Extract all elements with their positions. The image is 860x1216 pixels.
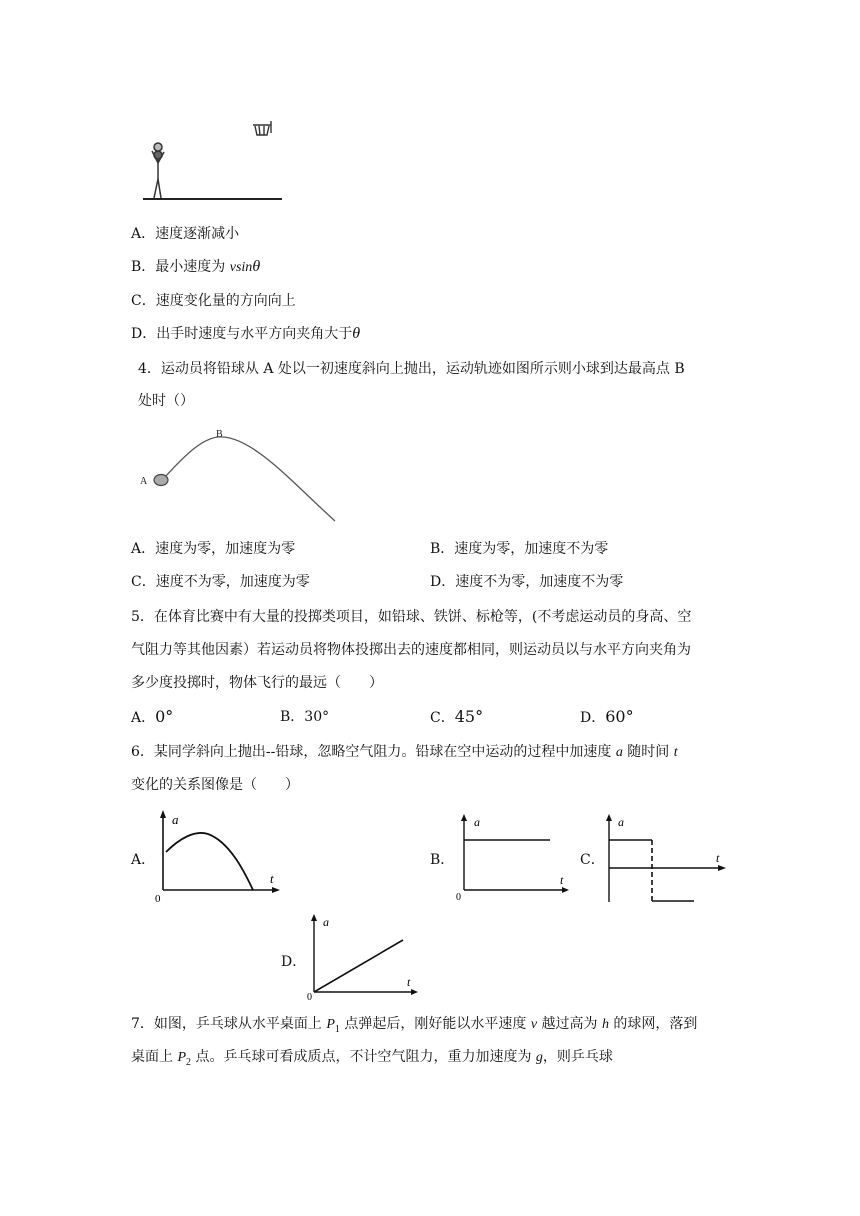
q6-graph-a [150,808,290,908]
q6-option-c-label: C． [580,852,605,868]
q4-option-c [131,573,310,591]
stem-text: 的球网，落到 [608,1016,698,1032]
option-text: 速度不为零，加速度不为零 [455,574,624,590]
stem-text: ，则乒乓球 [542,1049,613,1065]
option-text: 45° [454,707,484,726]
stem-text: 6．某同学斜向上抛出--铅球，忽略空气阻力。铅球在空中运动的过程中加速度 [131,744,616,760]
option-letter: C． [430,710,455,726]
option-text: 速度为零，加速度为零 [155,541,296,557]
stem-text: 随时间 [622,744,674,760]
stem-text: 7．如图，乒乓球从水平桌面上 [131,1016,327,1032]
axis-label-t: t [560,873,564,887]
q6-option-a-label: A． [131,852,156,868]
option-letter: D． [580,710,606,726]
var-p1-sub: 1 [334,1023,340,1035]
trajectory-curve [165,437,335,521]
axis-label-a: a [323,915,329,929]
stem-text: 越过高为 [537,1016,602,1032]
option-letter: D． [430,574,456,590]
var-a: a [615,745,623,760]
option-text: 最小速度为 [155,259,230,275]
q3-option-c [131,292,296,310]
stem-text: 桌面上 [131,1049,178,1065]
q5-option-d [580,708,634,727]
ball-a [154,475,168,486]
option-letter: B． [280,709,305,725]
axis-label-t: t [270,871,274,886]
q6-graph-b [452,812,577,907]
axis-label-a: a [618,815,624,829]
axis-label-a: a [474,815,480,829]
var-p1: P [326,1017,335,1032]
q4-option-a [131,540,295,558]
q5-option-c [430,708,483,727]
q3-option-b [131,258,260,277]
q6-option-d-label: D． [281,954,307,970]
q4-stem-line1: 4．运动员将铅球从 A 处以一初速度斜向上抛出，运动轨迹如图所示则小球到达最高点 B [138,361,685,377]
q5-option-b [280,708,329,726]
axis-label-a: a [172,812,179,827]
q5-stem-line3: 多少度投掷时，物体飞行的最远（ ） [131,675,383,691]
option-letter: A． [131,541,156,557]
origin-label: 0 [155,893,161,905]
theta-symbol: θ [252,258,261,275]
option-text: 出手时速度与水平方向夹角大于 [156,326,353,342]
shot-put-trajectory-figure [135,425,345,525]
option-letter: C． [131,293,156,309]
option-text: 0° [155,707,174,726]
option-letter: A． [131,226,156,242]
option-text: 60° [605,707,634,726]
option-text: 30° [304,709,330,725]
q5-option-a [131,708,173,727]
basketball-hoop [253,121,271,135]
athlete-figure [152,143,164,198]
q5-stem-line1: 5．在体育比赛中有大量的投掷类项目，如铅球、铁饼、标枪等，(不考虑运动员的身高、空 [131,609,692,625]
option-letter: D． [131,326,157,342]
q6-option-b-label: B． [430,852,455,868]
option-text: 速度为零，加速度不为零 [454,541,609,557]
axis-label-t: t [716,851,720,865]
stem-text: 点弹起后，刚好能以水平速度 [339,1016,531,1032]
q3-option-a [131,225,239,243]
q6-stem-line2: 变化的关系图像是（ ） [131,777,299,793]
option-text: 速度逐渐减小 [155,226,240,242]
option-text: 速度变化量的方向向上 [155,293,296,309]
var-h: h [601,1017,609,1032]
var-g: g [535,1050,543,1065]
option-letter: B． [430,541,455,557]
q3-option-d [131,325,360,343]
origin-label: 0 [456,892,461,903]
var-v: v [530,1017,538,1032]
basketball-throw-figure [140,115,290,205]
option-letter: B． [131,259,156,275]
var-t: t [673,745,678,760]
origin-label: 0 [307,992,312,1002]
q6-graph-c [598,812,733,907]
q4-stem-line2: 处时（） [138,393,194,409]
label-a: A [140,476,148,487]
stem-text: 点。乒乓球可看成质点，不计空气阻力，重力加速度为 [191,1049,536,1065]
q4-option-d [430,573,623,591]
q7-stem-line1 [131,1015,697,1039]
var-p2-sub: 2 [186,1056,192,1068]
q5-stem-line2: 气阻力等其他因素）若运动员将物体投掷出去的速度都相同，则运动员以与水平方向夹角为 [131,642,691,658]
var-p2: P [177,1050,187,1065]
q6-stem-line1 [131,743,678,762]
option-text: 速度不为零，加速度为零 [155,574,310,590]
q6-graph-d [303,912,428,1002]
theta-symbol: θ [352,325,361,342]
q4-option-b [430,540,608,558]
label-b: B [216,429,223,440]
option-letter: A． [131,710,156,726]
option-letter: C． [131,574,156,590]
math-vsin: vsin [229,260,253,275]
axis-label-t: t [407,975,411,989]
q7-stem-line2 [131,1048,613,1072]
